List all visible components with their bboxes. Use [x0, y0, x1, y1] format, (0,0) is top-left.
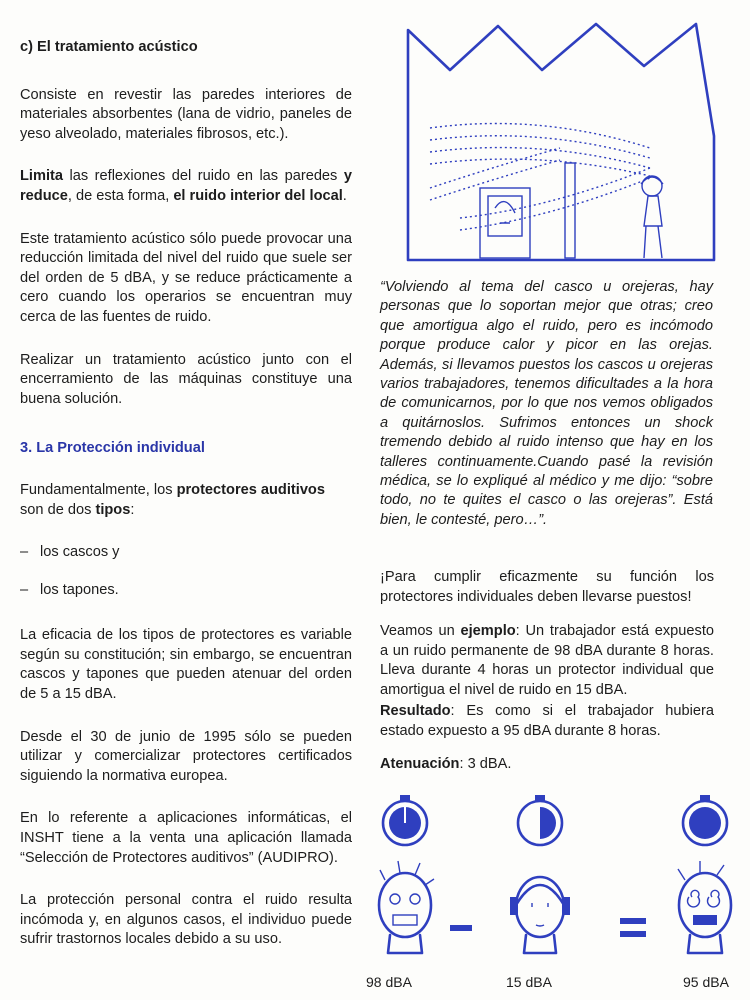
result-paragraph: Resultado: Es como si el trabajador hubiera estado expuesto a 95 dBA durante 8 horas. [380, 703, 714, 739]
testimonial-quote: “Volviendo al tema del casco u orejeras, hay personas que lo soportan mejor que otras; creo que amortigua algo el ruido, pero es incómodo porque produce calor y picor en las orejas. Además, si llevamos puestos los cascos u orejeras varios trabajadores, tenemos dificultades a la hora de comunicarnos, por lo que nos vemos obligados a quitárnoslos. Sufrimos entonces un shock tremendo debido al ruido intenso que hay en los talleres continuamente.Cuando pasé la revisión médica, se lo expliqué al médico y me dijo: “sobre todo, no te quites el casco o las orejeras”. Está bien, le contesté, pero…”. [380, 279, 713, 528]
factory-illustration [400, 18, 720, 273]
dizzy-face-icon [678, 861, 731, 953]
paragraph-9: La protección personal contra el ruido resulta incómoda y, en algunos casos, el individuo puede sufrir trastornos locales debido a su uso. [20, 892, 352, 948]
paragraph-6: La eficacia de los tipos de protectores es variable según su constitución; sin embargo, se encuentran cascos y tapones que pueden atenuar del orden de 5 a 15 dBA. [20, 627, 352, 703]
paragraph-3: Este tratamiento acústico sólo puede provocar una reducción limitada del nivel del ruido que suele ser del orden de 5 dBA, y se reduce prácticamente a cero cuando los operarios se encuentran muy cerca de las fuentes de ruido. [20, 230, 352, 325]
paragraph-1: Consiste en revestir las paredes interiores de materiales absorbentes (lana de vidrio, paneles de yeso alveolado, materiales fibrosos, etc.). [20, 86, 352, 142]
attenuation-line: Atenuación: 3 dBA. [380, 756, 512, 772]
minus-sign [450, 925, 472, 931]
label-95dba: 95 dBA [683, 974, 729, 990]
list-item: – los tapones. [20, 581, 119, 598]
example-paragraph: Veamos un ejemplo: Un trabajador está expuesto a un ruido permanente de 98 dBA durante 8 horas. Lleva durante 4 horas un protector individual que amortigua el nivel de ruido en 15 dBA. [380, 623, 714, 698]
paragraph-7: Desde el 30 de junio de 1995 sólo se pueden utilizar y comercializar protectores certificados siguiendo la normativa europea. [20, 728, 352, 784]
label-15dba: 15 dBA [506, 974, 552, 990]
paragraph-2: Limita las reflexiones del ruido en las paredes y reduce, de esta forma, el ruido interior del local. [20, 168, 352, 204]
left-column [20, 38, 352, 973]
equals-sign-bottom [620, 931, 646, 937]
noise-attenuation-figure [360, 775, 750, 975]
clock-icon [683, 795, 727, 845]
clock-icon [518, 795, 562, 845]
equals-sign-top [620, 918, 646, 924]
label-98dba: 98 dBA [366, 974, 412, 990]
calm-face-icon [510, 877, 570, 953]
stressed-face-icon [379, 861, 434, 953]
section-heading: 3. La Protección individual [20, 440, 205, 457]
subsection-heading: c) El tratamiento acústico [20, 39, 198, 55]
paragraph-5: Fundamentalmente, los protectores auditivos son de dos tipos: [20, 481, 325, 518]
list-item: – los cascos y [20, 544, 120, 561]
paragraph-4: Realizar un tratamiento acústico junto con el encerramiento de las máquinas constituye una buena solución. [20, 351, 352, 407]
right-paragraph-1: ¡Para cumplir eficazmente su función los protectores individuales deben llevarse puestos! [380, 569, 714, 605]
clock-icon [383, 795, 427, 845]
paragraph-8: En lo referente a aplicaciones informáticas, el INSHT tiene a la venta una aplicación llamada “Selección de Protectores auditivos” (AUDIPRO). [20, 810, 352, 866]
